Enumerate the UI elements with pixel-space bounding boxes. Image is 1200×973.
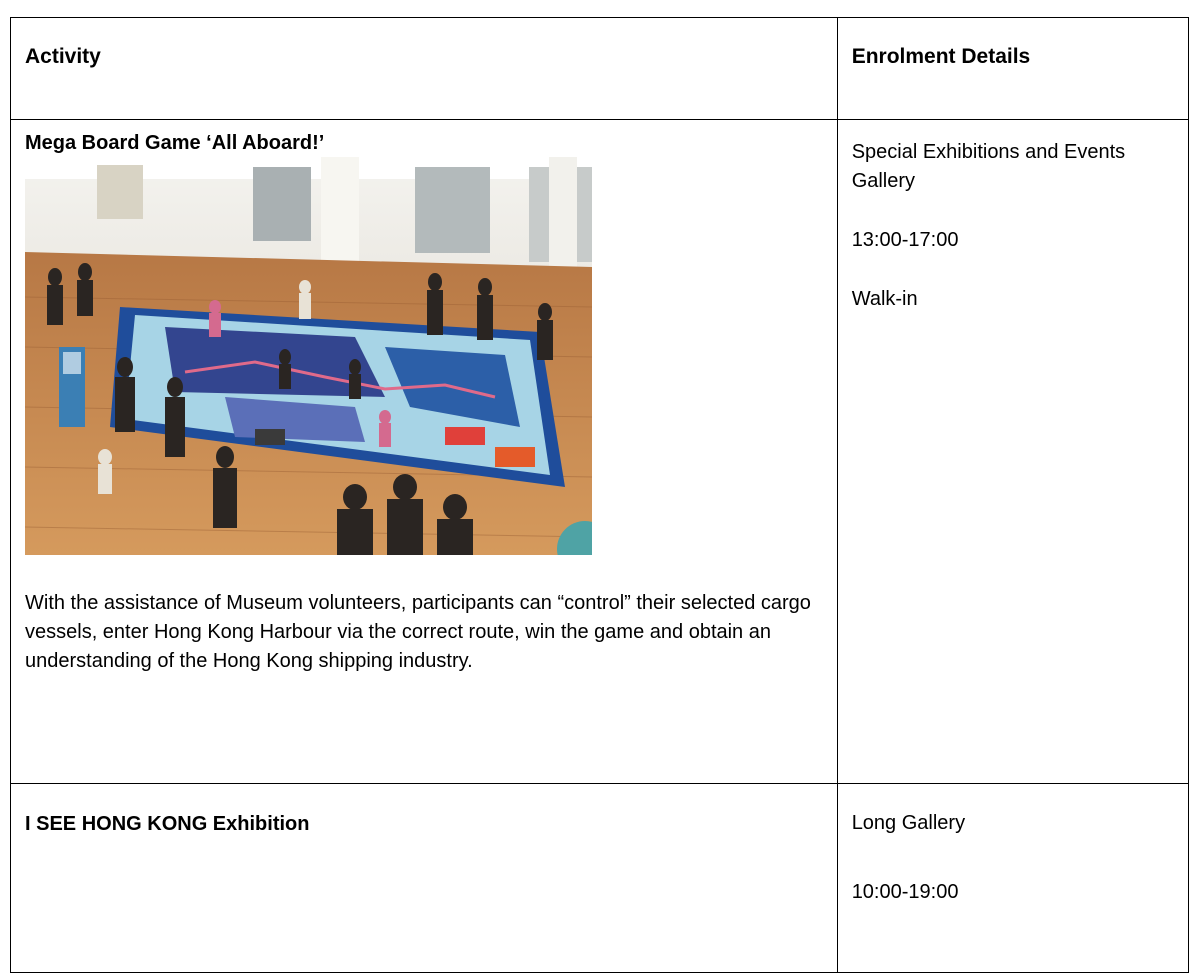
- venue-text: Long Gallery: [851, 812, 966, 834]
- table-row: [11, 120, 1189, 784]
- board-game-photo: [25, 157, 592, 555]
- activity-table: [10, 17, 1189, 973]
- time-text: 13:00-17:00: [851, 229, 959, 251]
- activity-cell: [11, 784, 838, 973]
- enrolment-method-text: Walk-in: [851, 288, 918, 310]
- enrolment-column-header: Enrolment Details: [837, 18, 1188, 120]
- activity-column-header: Activity: [11, 18, 838, 120]
- activity-title: I SEE HONG KONG Exhibition: [25, 813, 310, 835]
- venue-text: Special Exhibitions and Events Gallery: [851, 141, 1126, 192]
- activity-description: With the assistance of Museum volunteers, participants can “control” their selected cargo vessels, enter Hong Kong Harbour via the correct route, win the game and obtain an understanding of the Hong Kong shipping industry.: [25, 592, 811, 672]
- activity-cell: [11, 120, 838, 784]
- time-text: 10:00-19:00: [851, 881, 959, 903]
- enrolment-cell: [837, 120, 1188, 784]
- activity-title: Mega Board Game ‘All Aboard!’: [25, 132, 325, 154]
- enrolment-cell: [837, 784, 1188, 973]
- table-header-row: [11, 18, 1189, 120]
- table-row: [11, 784, 1189, 973]
